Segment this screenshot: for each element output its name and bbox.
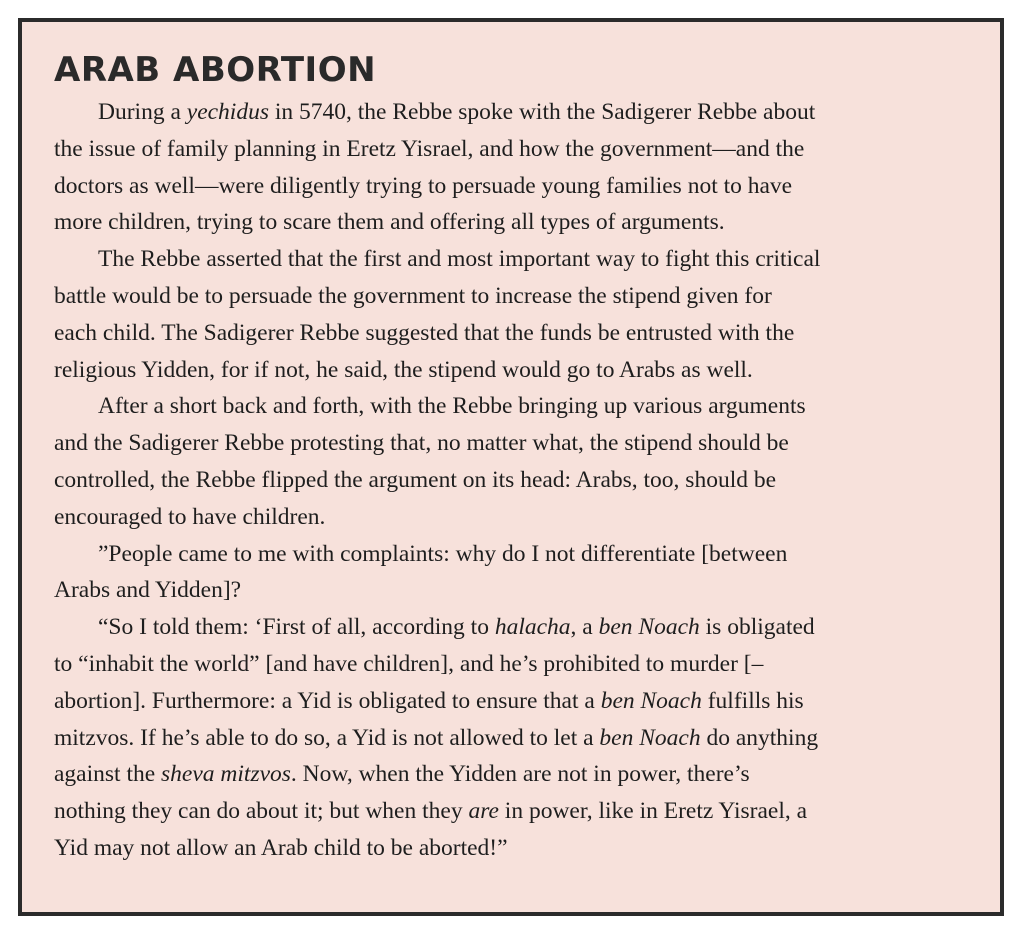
text-segment: abortion]. Furthermore: a Yid is obligated to ensure that a <box>54 687 601 714</box>
italic-text: ben Noach <box>600 687 702 714</box>
text-segment: is obligated <box>699 614 815 641</box>
text-line <box>54 572 934 609</box>
text-segment: do anything <box>700 724 819 751</box>
text-segment: each child. The Sadigerer Rebbe suggested that the funds be entrusted with the <box>54 319 795 346</box>
text-segment: the issue of family planning in Eretz Yisrael, and how the government—and the <box>54 135 805 162</box>
text-line <box>54 756 934 793</box>
text-line <box>54 830 934 867</box>
text-segment: fulfills his <box>701 687 804 714</box>
text-line <box>54 131 934 168</box>
text-segment: and the Sadigerer Rebbe protesting that, no matter what, the stipend should be <box>54 430 789 457</box>
text-line <box>54 793 934 830</box>
text-segment: doctors as well—were diligently trying to persuade young families not to have <box>54 172 793 199</box>
article-body <box>54 94 934 867</box>
text-line <box>54 683 934 720</box>
text-line <box>54 536 934 573</box>
text-line <box>54 462 934 499</box>
text-segment: During a <box>98 99 187 125</box>
text-segment: religious Yidden, for if not, he said, the stipend would go to Arabs as well. <box>54 356 753 383</box>
text-segment: encouraged to have children. <box>54 503 326 530</box>
text-segment: nothing they can do about it; but when they <box>54 798 469 825</box>
text-line <box>54 315 934 352</box>
italic-text: are <box>468 798 499 825</box>
text-line <box>54 609 934 646</box>
text-segment: battle would be to persuade the government to increase the stipend given for <box>54 282 772 309</box>
text-line <box>54 388 934 425</box>
italic-text: ben Noach <box>599 724 701 751</box>
text-line <box>54 94 934 131</box>
italic-text: yechidus <box>186 99 269 125</box>
text-line <box>54 352 934 389</box>
text-line <box>54 241 934 278</box>
text-segment: ”People came to me with complaints: why do I not differentiate [between <box>98 540 788 567</box>
text-segment: in power, like in Eretz Yisrael, a <box>498 798 808 825</box>
text-line <box>54 499 934 536</box>
text-segment: Yid may not allow an Arab child to be aborted!” <box>54 834 508 861</box>
text-segment: against the <box>54 761 162 788</box>
text-segment: “So I told them: ‘First of all, according to <box>98 614 495 641</box>
text-segment: Arabs and Yidden]? <box>54 577 242 604</box>
text-segment: . Now, when the Yidden are not in power, there’s <box>290 761 750 788</box>
article-title: ARAB ABORTION <box>54 50 377 90</box>
italic-text: halacha <box>494 614 571 641</box>
text-segment: in 5740, the Rebbe spoke with the Sadigerer Rebbe about <box>268 99 816 125</box>
text-line <box>54 425 934 462</box>
text-segment: to “inhabit the world” [and have children], and he’s prohibited to murder [– <box>54 650 764 677</box>
text-line <box>54 646 934 683</box>
text-segment: more children, trying to scare them and offering all types of arguments. <box>54 209 725 236</box>
text-line <box>54 204 934 241</box>
text-line <box>54 168 934 205</box>
text-segment: controlled, the Rebbe flipped the argument on its head: Arabs, too, should be <box>54 466 777 493</box>
italic-text: sheva mitzvos <box>161 761 291 788</box>
text-segment: mitzvos. If he’s able to do so, a Yid is not allowed to let a <box>54 724 600 751</box>
text-line <box>54 278 934 315</box>
text-segment: The Rebbe asserted that the first and most important way to fight this critical <box>98 246 821 273</box>
text-segment: After a short back and forth, with the Rebbe bringing up various arguments <box>98 393 806 420</box>
italic-text: ben Noach <box>598 614 700 641</box>
text-line <box>54 720 934 757</box>
text-segment: , a <box>570 614 599 641</box>
